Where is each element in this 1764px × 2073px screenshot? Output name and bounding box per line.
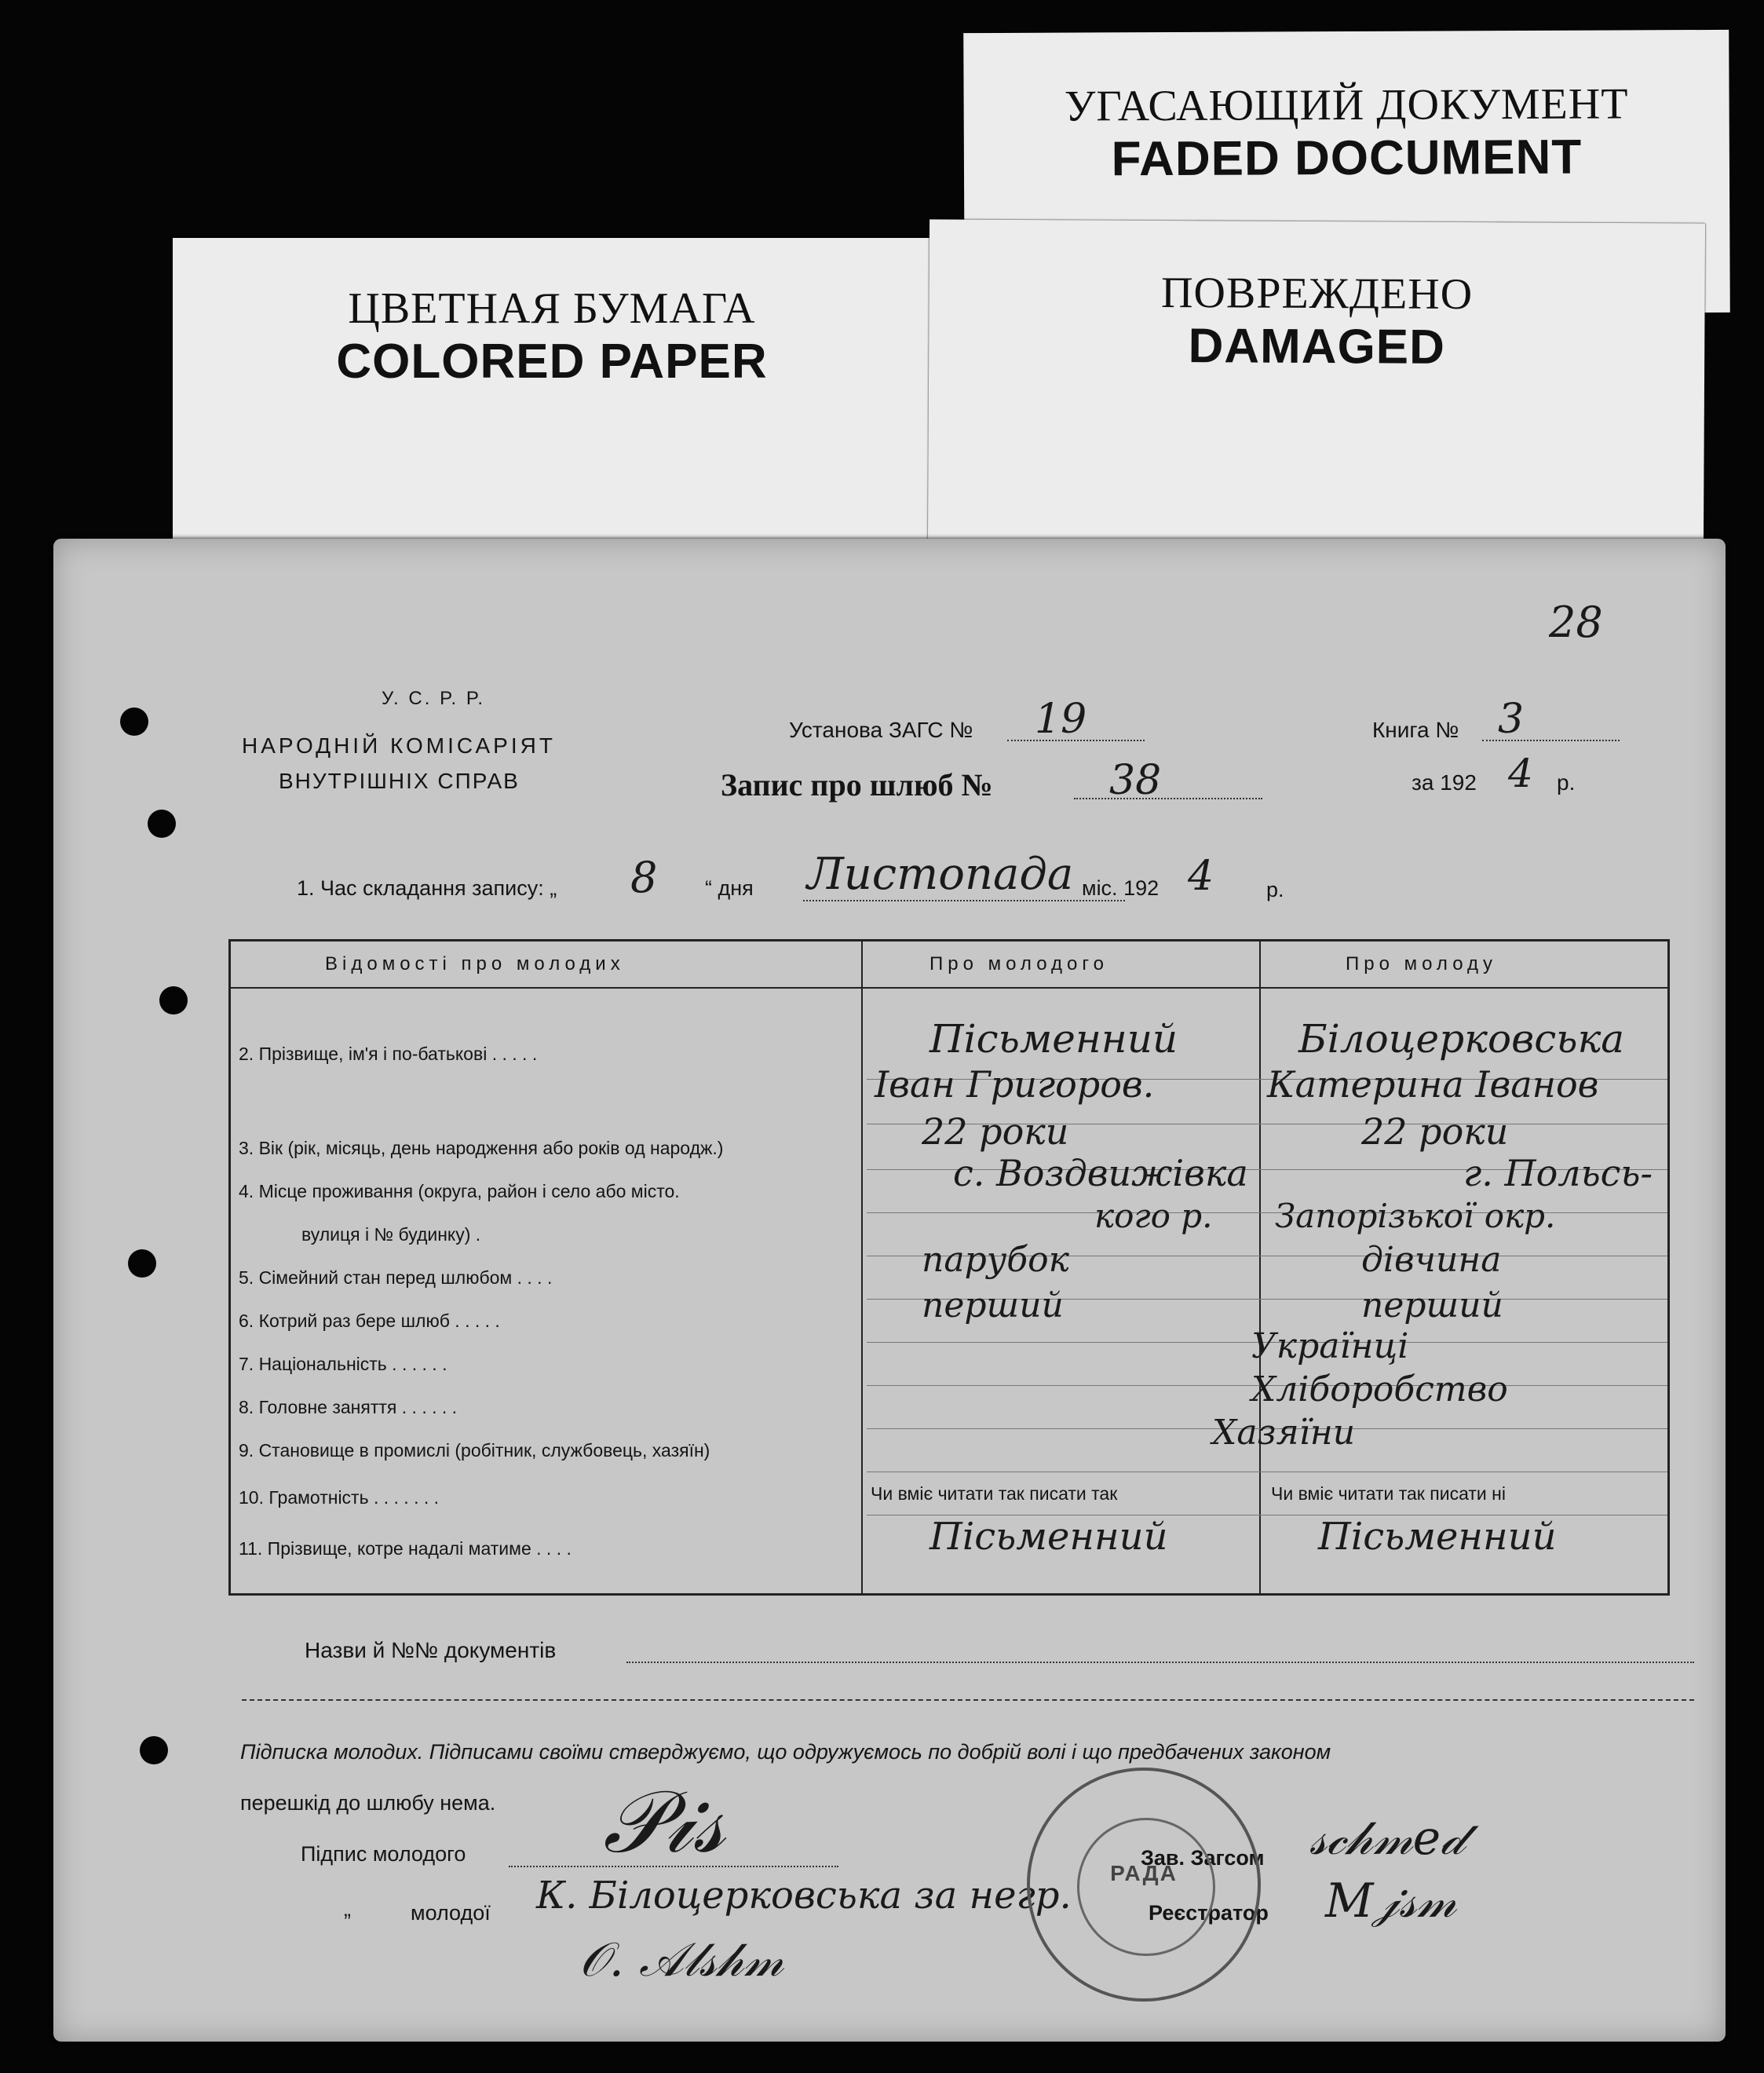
colored-paper-card bbox=[173, 238, 931, 548]
groom-signature-label: Підпис молодого bbox=[301, 1842, 466, 1866]
entry-day: 8 bbox=[630, 853, 658, 902]
entry-mis: міс. 192 bbox=[1082, 876, 1160, 900]
official-stamp bbox=[1027, 1768, 1261, 2002]
row-label-marriage-count: 6. Котрий раз бере шлюб . . . . . bbox=[239, 1311, 500, 1331]
entry-month-line bbox=[803, 900, 1125, 901]
bride-surname: Білоцерковська bbox=[1298, 1016, 1625, 1062]
bride-literacy: Чи вміє читати так писати ні bbox=[1271, 1483, 1506, 1504]
damaged-card bbox=[928, 219, 1705, 549]
bride-signature-prefix: „ bbox=[344, 1897, 351, 1921]
binder-hole bbox=[148, 810, 176, 838]
entry-year-digit: 4 bbox=[1188, 853, 1214, 900]
damaged-label-ru: ПОВРЕЖДЕНО bbox=[1160, 268, 1474, 320]
entry-time-label: 1. Час складання запису: „ bbox=[297, 876, 557, 900]
zags-number: 19 bbox=[1035, 696, 1087, 743]
industry-status: Хазяїни bbox=[1212, 1413, 1356, 1453]
zags-label: Установа ЗАГС № bbox=[789, 718, 973, 742]
commissariat-line-1: НАРОДНІЙ КОМІСАРІЯТ bbox=[242, 733, 556, 758]
stamp-inner-ring bbox=[1077, 1818, 1215, 1956]
documents-line bbox=[626, 1662, 1694, 1663]
documents-label: Назви й №№ документів bbox=[305, 1638, 557, 1662]
faded-label-en: FADED DOCUMENT bbox=[1111, 130, 1583, 187]
record-number-line bbox=[1074, 798, 1262, 799]
row-label-marital-status: 5. Сімейний стан перед шлюбом . . . . bbox=[239, 1267, 553, 1288]
row-label-occupation: 8. Головне заняття . . . . . . bbox=[239, 1397, 458, 1417]
stamp-text: РАДА bbox=[1110, 1861, 1178, 1885]
colored-label-ru: ЦВЕТНАЯ БУМАГА bbox=[348, 284, 756, 333]
column-divider bbox=[1259, 941, 1261, 1593]
declaration-line-2: перешкід до шлюбу нема. bbox=[240, 1791, 496, 1815]
republic-abbr: У. С. Р. Р. bbox=[382, 688, 486, 709]
occupation: Хліборобство bbox=[1251, 1369, 1508, 1409]
colored-label-en: COLORED PAPER bbox=[336, 335, 768, 389]
year-digit: 4 bbox=[1508, 751, 1533, 796]
faded-label-ru: УГАСАЮЩИЙ ДОКУМЕНТ bbox=[1064, 79, 1629, 131]
bride-marital-status: дівчина bbox=[1361, 1240, 1502, 1280]
row-label-residence: 4. Місце проживання (округа, район і село або місто. bbox=[239, 1181, 680, 1201]
head-of-zags-label: Зав. Загсом bbox=[1141, 1846, 1265, 1870]
groom-residence-2: кого р. bbox=[1094, 1197, 1213, 1235]
col-header-bride: Про молоду bbox=[1346, 953, 1498, 974]
bride-residence-1: г. Польсь- bbox=[1463, 1152, 1653, 1194]
row-label-residence-2: вулиця і № будинку) . bbox=[301, 1224, 481, 1245]
couple-info-table bbox=[228, 939, 1670, 1596]
registrar-signature: 𝑀𝒿𝓈𝓂 bbox=[1325, 1874, 1457, 1929]
bride-future-surname: Пісьменний bbox=[1318, 1515, 1557, 1559]
binder-hole bbox=[140, 1736, 168, 1764]
binder-hole bbox=[128, 1249, 156, 1278]
head-signature: 𝓈𝒸𝒽𝓂𝑒𝒹 bbox=[1309, 1811, 1465, 1866]
commissariat-line-2: ВНУТРІШНІХ СПРАВ bbox=[279, 769, 520, 793]
groom-marriage-count: перший bbox=[922, 1285, 1064, 1325]
nationality: Українці bbox=[1251, 1326, 1409, 1366]
col-header-info: Відомості про молодих bbox=[325, 953, 625, 974]
bride-given-names: Катерина Іванов bbox=[1267, 1063, 1599, 1106]
groom-age: 22 роки bbox=[922, 1110, 1069, 1153]
groom-residence-1: с. Воздвижівка bbox=[953, 1152, 1248, 1194]
row-label-name: 2. Прізвище, ім'я і по-батькові . . . . . bbox=[239, 1044, 538, 1064]
groom-given-names: Іван Григоров. bbox=[875, 1063, 1155, 1106]
year-prefix: за 192 bbox=[1412, 770, 1477, 795]
damaged-label-en: DAMAGED bbox=[1188, 319, 1446, 375]
header-divider bbox=[231, 987, 1667, 989]
entry-day-word: “ дня bbox=[705, 876, 754, 900]
book-label: Книга № bbox=[1372, 718, 1459, 742]
year-suffix: р. bbox=[1557, 770, 1576, 795]
binder-hole bbox=[159, 986, 188, 1015]
row-label-age: 3. Вік (рік, місяць, день народження або років од народж.) bbox=[239, 1138, 724, 1158]
record-number: 38 bbox=[1109, 757, 1162, 804]
witness-signature: 𝒪. 𝒜𝓁𝓈𝒽𝓂 bbox=[579, 1932, 784, 1987]
row-label-literacy: 10. Грамотність . . . . . . . bbox=[239, 1487, 440, 1508]
page-number: 28 bbox=[1549, 598, 1603, 647]
col-header-groom: Про молодого bbox=[929, 953, 1108, 974]
bride-signature-label: молодої bbox=[411, 1901, 491, 1925]
bride-marriage-count: перший bbox=[1361, 1285, 1503, 1325]
record-label: Запис про шлюб № bbox=[721, 767, 993, 803]
registrar-label: Реєстратор bbox=[1149, 1901, 1269, 1925]
groom-literacy: Чи вміє читати так писати так bbox=[871, 1483, 1118, 1504]
groom-marital-status: парубок bbox=[922, 1240, 1069, 1280]
groom-future-surname: Пісьменний bbox=[929, 1515, 1168, 1559]
entry-month: Листопада bbox=[807, 849, 1074, 900]
column-divider bbox=[861, 941, 863, 1593]
bride-residence-2: Запорізької окр. bbox=[1275, 1197, 1556, 1235]
groom-signature: 𝒫𝒾𝓈 bbox=[603, 1771, 725, 1872]
groom-surname: Пісьменний bbox=[929, 1016, 1178, 1062]
row-label-status: 9. Становище в промислі (робітник, службовець, хазяїн) bbox=[239, 1440, 710, 1461]
row-label-nationality: 7. Національність . . . . . . bbox=[239, 1354, 447, 1374]
documents-line-2 bbox=[242, 1699, 1694, 1701]
book-number: 3 bbox=[1498, 696, 1525, 743]
binder-hole bbox=[120, 707, 148, 736]
declaration-line-1: Підписка молодих. Підписами своїми стверджуємо, що одружуємось по добрій волі і що предбачених законом bbox=[240, 1740, 1331, 1764]
bride-age: 22 роки bbox=[1361, 1110, 1509, 1153]
marriage-record-document bbox=[53, 539, 1726, 2042]
row-label-future-surname: 11. Прізвище, котре надалі матиме . . . . bbox=[239, 1538, 572, 1559]
entry-year-suffix: р. bbox=[1266, 878, 1284, 901]
bride-signature: К. Білоцерковська за негр. bbox=[536, 1874, 1072, 1918]
